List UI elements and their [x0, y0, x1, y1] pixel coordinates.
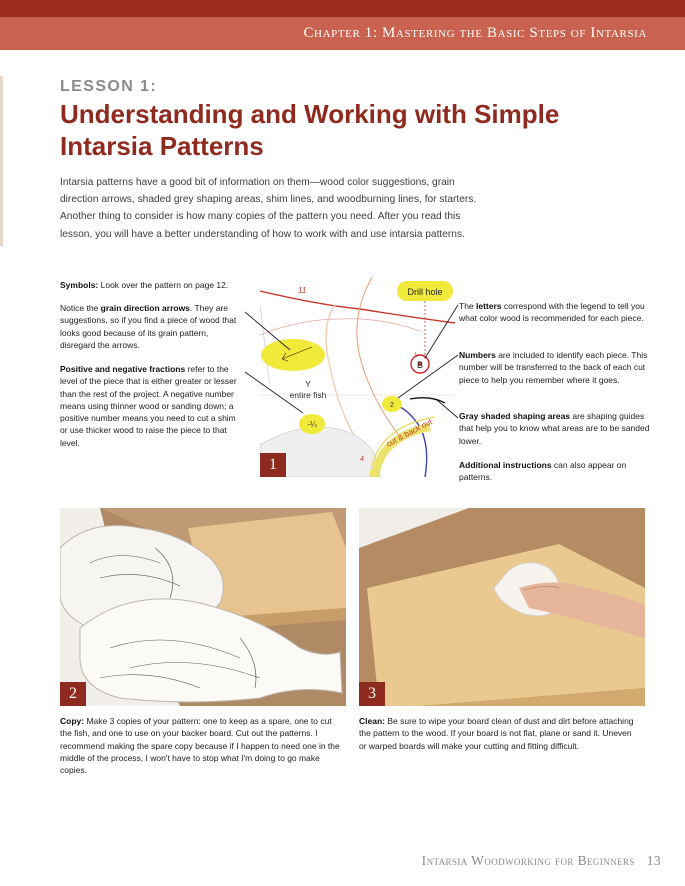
cut-back-out-label: cut & back out [384, 417, 434, 449]
photo-3-number-badge: 3 [359, 682, 385, 706]
chapter-title: Chapter 1: Mastering the Basic Steps of Intarsia [303, 25, 647, 41]
photo-2-number-badge: 2 [60, 682, 86, 706]
page-number: 13 [646, 853, 661, 868]
grain-label: grain direction arrows [100, 303, 190, 313]
entire-fish-label: entire fish [289, 390, 327, 400]
grain-text: . They are suggestions, so if you find a piece of wood that looks good because of its grain pattern, disregard the arrows. [60, 303, 237, 350]
symbols-label: Symbols: [60, 280, 99, 290]
clean-text: Be sure to wipe your board clean of dust and dirt before attaching the pattern to the wood. If your board is not flat, plane or sand it. Uneven or warped boards will make your cutting and fitting difficult. [359, 716, 634, 751]
letters-pre: The [459, 301, 477, 311]
page-footer [422, 853, 661, 869]
numbers-text: are included to identify each piece. This number will be transferred to the back of each cut piece to help you remember where it goes. [459, 350, 648, 385]
figure-number-badge: 1 [260, 453, 286, 477]
copy-text: Make 3 copies of your pattern: one to keep as a spare, one to cut the fish, and one to use on your backer board. Cut out the patterns. I recommend making the spare copy because if I happen to need one in the middle of the process, I won't have to stop what I'm doing to go make copies. [60, 716, 340, 776]
copy-label: Copy: [60, 716, 85, 726]
copy-caption [60, 715, 345, 776]
numbers-label: Numbers [459, 350, 496, 360]
lesson-label: LESSON 1: [60, 78, 158, 95]
pattern-copies-image [60, 508, 346, 706]
letters-label: letters [476, 301, 502, 311]
book-title: Intarsia Woodworking for Beginners [421, 853, 635, 868]
gray-text: are shaping guides that help you to know what areas are to be sanded lower. [459, 411, 650, 446]
wiping-board-photo [359, 508, 645, 706]
piece-number-11: 11 [298, 286, 307, 295]
pattern-copies-photo [60, 508, 346, 706]
letter-y-label: Y [305, 379, 311, 389]
grain-pre: Notice the [60, 303, 101, 313]
symbols-text: Look over the pattern on page 12. [98, 280, 229, 290]
lesson-intro: Intarsia patterns have a good bit of information on them—wood color suggestions, grain direction arrows, shaded grey shaping areas, shim lines, and woodburning lines, for starters. Another thing to consider is how many copies of the pattern you need. After you read this lesson, you will have a better understanding of how to work with and use intarsia patterns. [60, 177, 477, 240]
piece-number-2: 2 [390, 402, 394, 409]
drill-hole-label: Drill hole [407, 287, 443, 297]
letter-b-label: B [416, 360, 424, 370]
wiping-board-image [359, 508, 645, 706]
lesson-title: Understanding and Working with Simple Intarsia Patterns [60, 99, 560, 161]
fractions-label: Positive and negative fractions [60, 364, 186, 374]
clean-label: Clean: [359, 716, 385, 726]
letters-text: correspond with the legend to tell you what color wood is recommended for each piece. [459, 301, 645, 324]
fractions-text: refer to the level of the piece that is either greater or lesser than the rest of the project. A negative number means using thinner wood or sanding down; a positive number means you need to cut a shim or use thicker wood to raise the piece to that level. [60, 364, 237, 448]
piece-number-1: 1 [414, 353, 418, 359]
gray-label: Gray shaded shaping areas [459, 411, 571, 421]
additional-label: Additional instructions [459, 460, 552, 470]
piece-number-4: 4 [360, 456, 364, 463]
fraction-label: -¼ [307, 420, 317, 429]
clean-caption [359, 715, 639, 752]
additional-text: can also appear on patterns. [459, 460, 627, 483]
